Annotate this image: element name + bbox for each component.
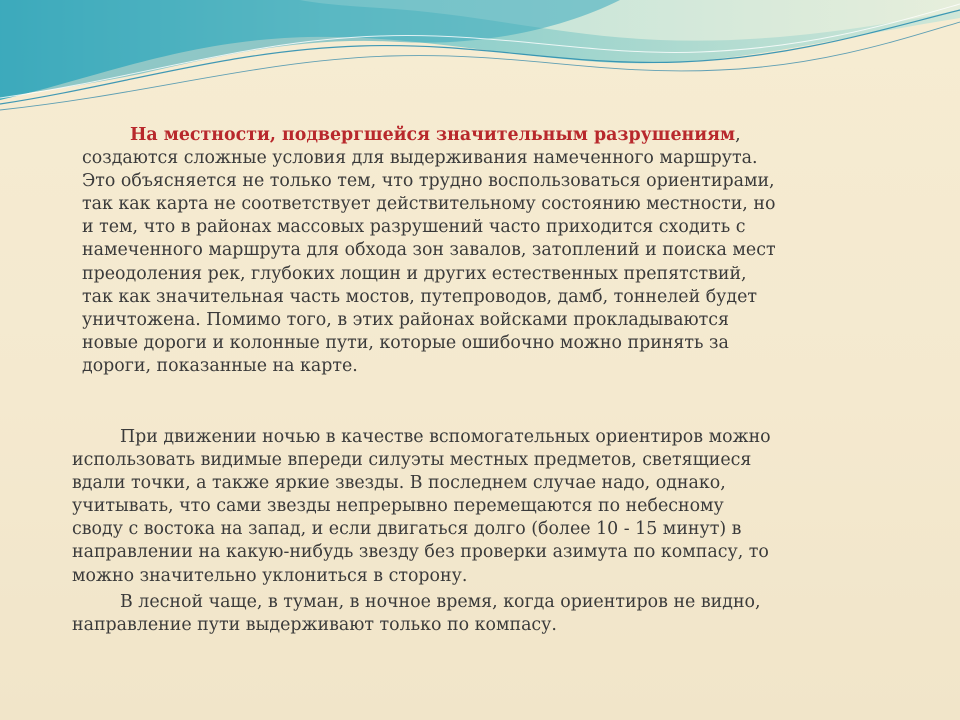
paragraph-night-movement: При движении ночью в качестве вспомогательных ориентиров можно использовать видимые впереди силуэты местных предметов, светящиеся вдали точки, а также яркие звезды. В последнем случае надо, однако, учитывать, что сами звезды непрерывно перемещаются по небесному своду с востока на запад, и если двигаться долго (более 10 - 15 минут) в направлении на какую-нибудь звезду без проверки азимута по компасу, то можно значительно уклониться в сторону.: [72, 427, 771, 586]
paragraph-forest-compass: В лесной чаще, в туман, в ночное время, когда ориентиров не видно, направление пути выдерживают только по компасу.: [72, 592, 761, 636]
paragraph-1-first-line: На местности, подвергшейся значительным разрушениям,: [130, 125, 741, 145]
wave-banner-decoration: [0, 0, 960, 120]
paragraph-ruined-terrain: На местности, подвергшейся значительным разрушениям, создаются сложные условия для выдерживания намеченного маршрута. Это объясняется не только тем, что трудно воспользоваться ориентирами, так как карта не соответствует действительному состоянию местности, но и тем, что в районах массовых разрушений часто приходится сходить с намеченного маршрута для обхода зон завалов, затоплений и поиска мест преодоления рек, глубоких лощин и других естественных препятствий, так как значительная часть мостов, путепроводов, дамб, тоннелей будет уничтожена. Помимо того, в этих районах войсками прокладываются новые дороги и колонные пути, которые ошибочно можно принять за дороги, показанные на карте.: [82, 124, 882, 378]
emphasis-heading: На местности, подвергшейся значительным разрушениям: [130, 125, 736, 145]
